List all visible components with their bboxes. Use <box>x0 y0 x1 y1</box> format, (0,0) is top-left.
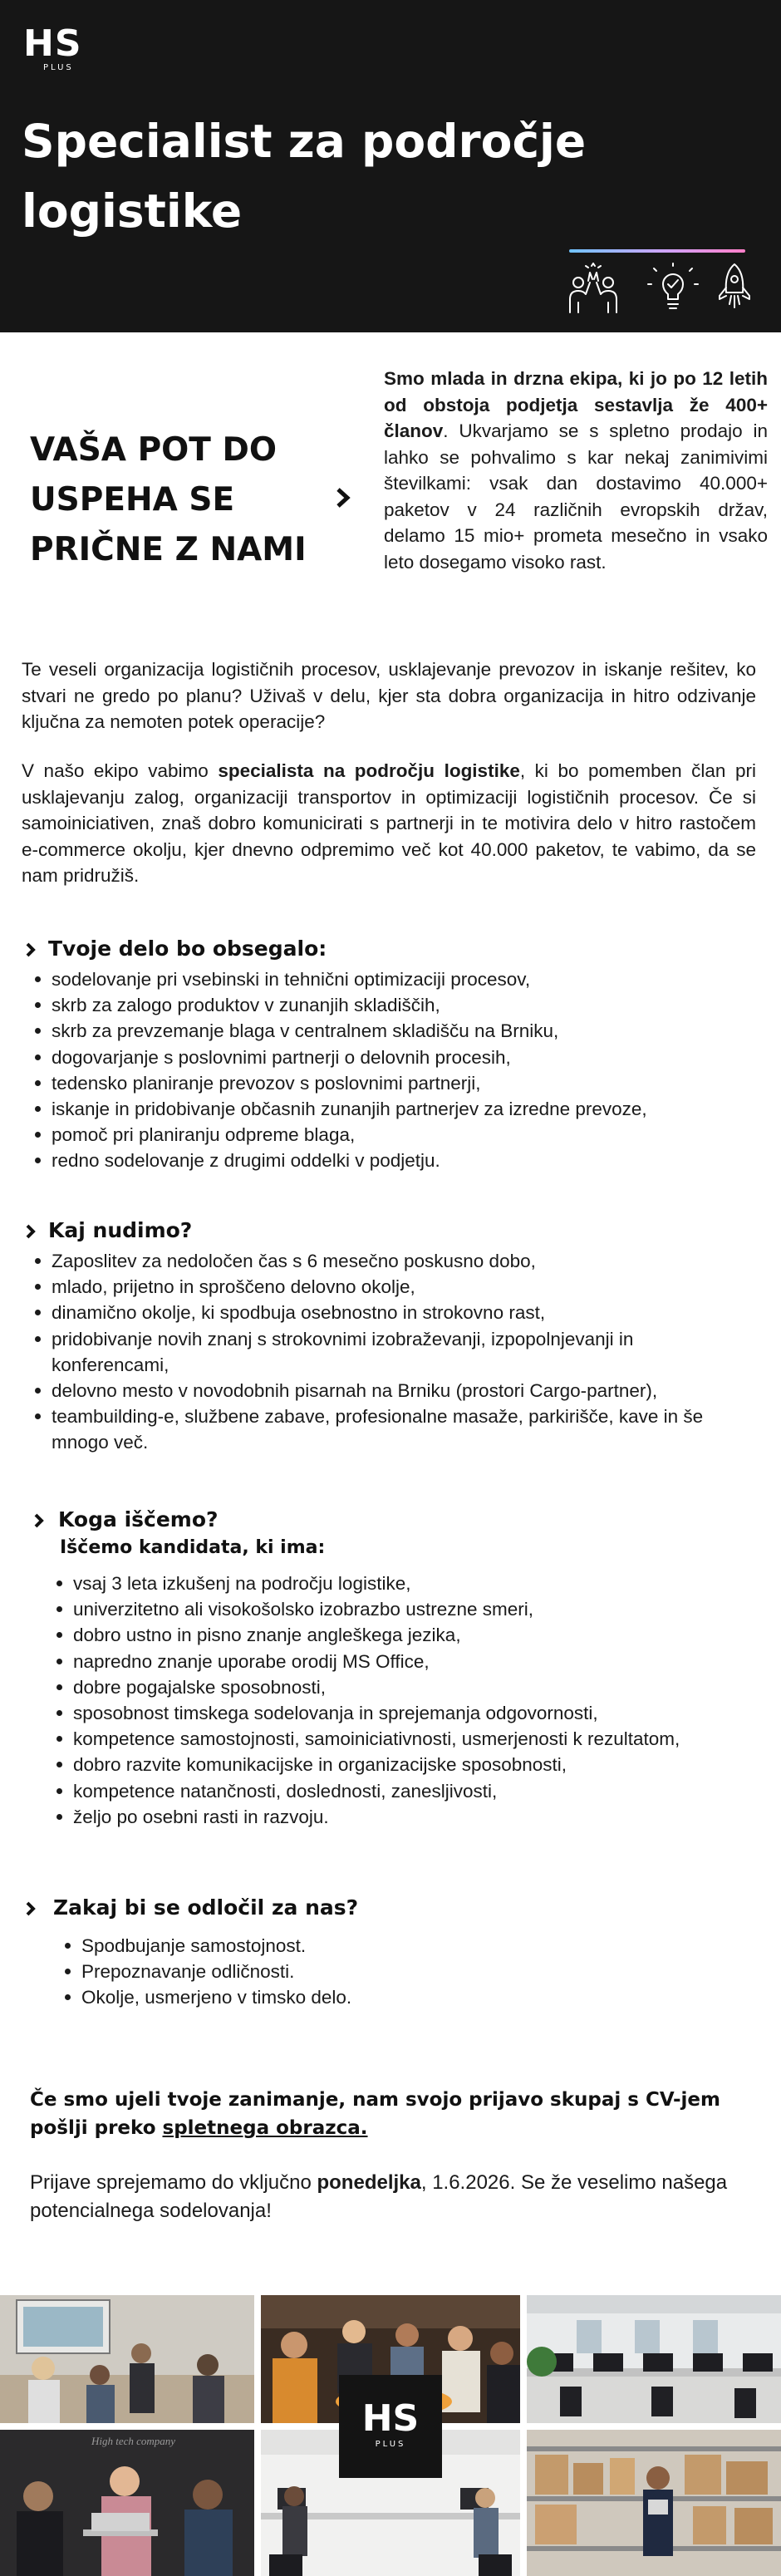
seeking-title: Koga iščemo? <box>58 1507 219 1531</box>
seeking-subtitle: Iščemo kandidata, ki ima: <box>60 1537 326 1558</box>
open-office-photo <box>527 2295 781 2423</box>
list-item: skrb za zalogo produktov v zunanjih skladiščih, <box>33 992 748 1018</box>
team-high-five-icon <box>567 263 620 314</box>
intro-text-rest: . Ukvarjamo se s spletno prodajo in lahko se pohvalimo s kar nekaj zanimivimi številkami: vsak dan dostavimo 40.000+ paketov v 24 različnih evropskih držav, delamo 15 mio+ prometa mesečno in vsako leto dosegamo visoko rast. <box>384 420 768 573</box>
accent-gradient-line <box>569 249 745 253</box>
list-item: Zaposlitev za nedoločen čas s 6 mesečno poskusno dobo, <box>33 1248 731 1274</box>
list-item: Prepoznavanje odličnosti. <box>63 1959 695 1984</box>
cta-text <box>30 2086 744 2142</box>
list-item: dobro ustno in pisno znanje angleškega jezika, <box>55 1622 728 1648</box>
body-paragraph-1: Te veseli organizacija logističnih procesov, usklajevanje prevozov in iskanje rešitev, ko stvari ne gredo po planu? Uživaš v delu, kjer sta dobra organizacija in hitro odzivanje ključna za nemoten potek operacije? <box>22 659 756 732</box>
why-list <box>63 1933 695 2011</box>
office-meeting-photo <box>0 2295 254 2423</box>
hs-plus-logo[interactable] <box>23 22 90 72</box>
list-item: dogovarjanje s poslovnimi partnerji o delovnih procesih, <box>33 1045 748 1070</box>
laptop-team-photo <box>0 2430 254 2576</box>
center-logo-sub: PLUS <box>375 2440 406 2449</box>
list-item: tedensko planiranje prevozov s poslovnimi partnerji, <box>33 1070 748 1096</box>
list-item: sodelovanje pri vsebinski in tehnični optimizaciji procesov, <box>33 966 748 992</box>
chevron-right-icon <box>25 1223 37 1240</box>
list-item: dobro razvite komunikacijske in organizacijske sposobnosti, <box>55 1752 728 1777</box>
offer-list <box>33 1248 731 1456</box>
list-item: sposobnost timskega sodelovanja in sprejemanja odgovornosti, <box>55 1700 728 1726</box>
list-item: dobre pogajalske sposobnosti, <box>55 1674 728 1700</box>
lightbulb-check-icon <box>646 263 700 314</box>
hs-plus-center-logo <box>339 2375 442 2478</box>
list-item: napredno znanje uporabe orodij MS Office, <box>55 1649 728 1674</box>
body-paragraph-2 <box>22 758 756 889</box>
p2-bold: specialista na področju logistike <box>218 760 520 781</box>
deadline-end: . Se že veselimo našega potencialnega sodelovanja! <box>30 2171 728 2222</box>
chevron-right-icon <box>33 1512 45 1529</box>
list-item: vsaj 3 leta izkušenj na področju logistike, <box>55 1571 728 1596</box>
chevron-right-icon <box>25 1900 37 1917</box>
list-item: univerzitetno ali visokošolsko izobrazbo ustrezne smeri, <box>55 1596 728 1622</box>
list-item: teambuilding-e, službene zabave, profesionalne masaže, parkirišče, kave in še mnogo več. <box>33 1404 731 1455</box>
deadline-text <box>30 2169 744 2225</box>
deadline-weekday: ponedeljka <box>317 2171 421 2194</box>
p2-end: , ki bo pomemben član pri usklajevanju zalog, organizaciji transportov in optimizaciji logističnih procesov. Če si samoiniciativen, znaš dobro komunicirati s partnerji in te motivira delo v hitro rastočem e-commerce okolju, kjer dnevno odpremimo več kot 40.000 paketov, te vabimo, da se nam pridružiš. <box>22 760 756 886</box>
list-item: kompetence natančnosti, doslednosti, zanesljivosti, <box>55 1778 728 1804</box>
duties-list <box>33 966 748 1174</box>
job-title: Specialist za področje logistike <box>22 115 587 238</box>
list-item: željo po osebni rasti in razvoju. <box>55 1804 728 1830</box>
seeking-list <box>55 1571 728 1830</box>
center-logo-main: HS <box>361 2397 420 2440</box>
logo-sub-text: PLUS <box>43 63 74 72</box>
why-title: Zakaj bi se odločil za nas? <box>53 1895 359 1920</box>
list-item: Spodbujanje samostojnost. <box>63 1933 695 1959</box>
rocket-icon <box>708 263 761 314</box>
header-banner <box>0 0 781 332</box>
intro-text-bold: Smo mlada in drzna ekipa, ki jo po 12 letih od obstoja podjetja sestavlja že 400+ članov <box>384 368 768 441</box>
list-item: Okolje, usmerjeno v timsko delo. <box>63 1984 695 2010</box>
deadline-date: , 1.6.2026 <box>420 2171 510 2194</box>
chevron-right-icon <box>25 941 37 958</box>
list-item: dinamično okolje, ki spodbuja osebnostno in strokovno rast, <box>33 1300 731 1325</box>
list-item: kompetence samostojnosti, samoiniciativnosti, usmerjenosti k rezultatom, <box>55 1726 728 1752</box>
wall-text: High tech company <box>91 2435 176 2447</box>
photo-collage <box>0 2295 781 2576</box>
offer-title: Kaj nudimo? <box>48 1218 193 1242</box>
warehouse-photo <box>527 2430 781 2576</box>
logo-main-text: HS <box>23 22 82 65</box>
list-item: iskanje in pridobivanje občasnih zunanjih partnerjev za izredne prevoze, <box>33 1096 748 1122</box>
list-item: redno sodelovanje z drugimi oddelki v podjetju. <box>33 1148 748 1173</box>
list-item: pridobivanje novih znanj s strokovnimi izobraževanji, izpopolnjevanji in konferencami, <box>33 1326 731 1378</box>
list-item: mlado, prijetno in sproščeno delovno okolje, <box>33 1274 731 1300</box>
intro-text <box>384 366 768 575</box>
intro-heading: VAŠA POT DO USPEHA SE PRIČNE Z NAMI <box>30 431 307 568</box>
application-form-link[interactable]: spletnega obrazca. <box>162 2117 368 2139</box>
chevron-right-icon <box>334 486 352 509</box>
list-item: delovno mesto v novodobnih pisarnah na Brniku (prostori Cargo-partner), <box>33 1378 665 1404</box>
duties-title: Tvoje delo bo obsegalo: <box>48 937 327 961</box>
list-item: skrb za prevzemanje blaga v centralnem skladišču na Brniku, <box>33 1018 748 1044</box>
cta-text-body: Če smo ujeli tvoje zanimanje, nam svojo prijavo skupaj s CV-jem pošlji preko <box>30 2089 720 2139</box>
p2-start: V našo ekipo vabimo <box>22 760 219 781</box>
deadline-start: Prijave sprejemamo do vključno <box>30 2171 317 2194</box>
list-item: pomoč pri planiranju odpreme blaga, <box>33 1122 748 1148</box>
